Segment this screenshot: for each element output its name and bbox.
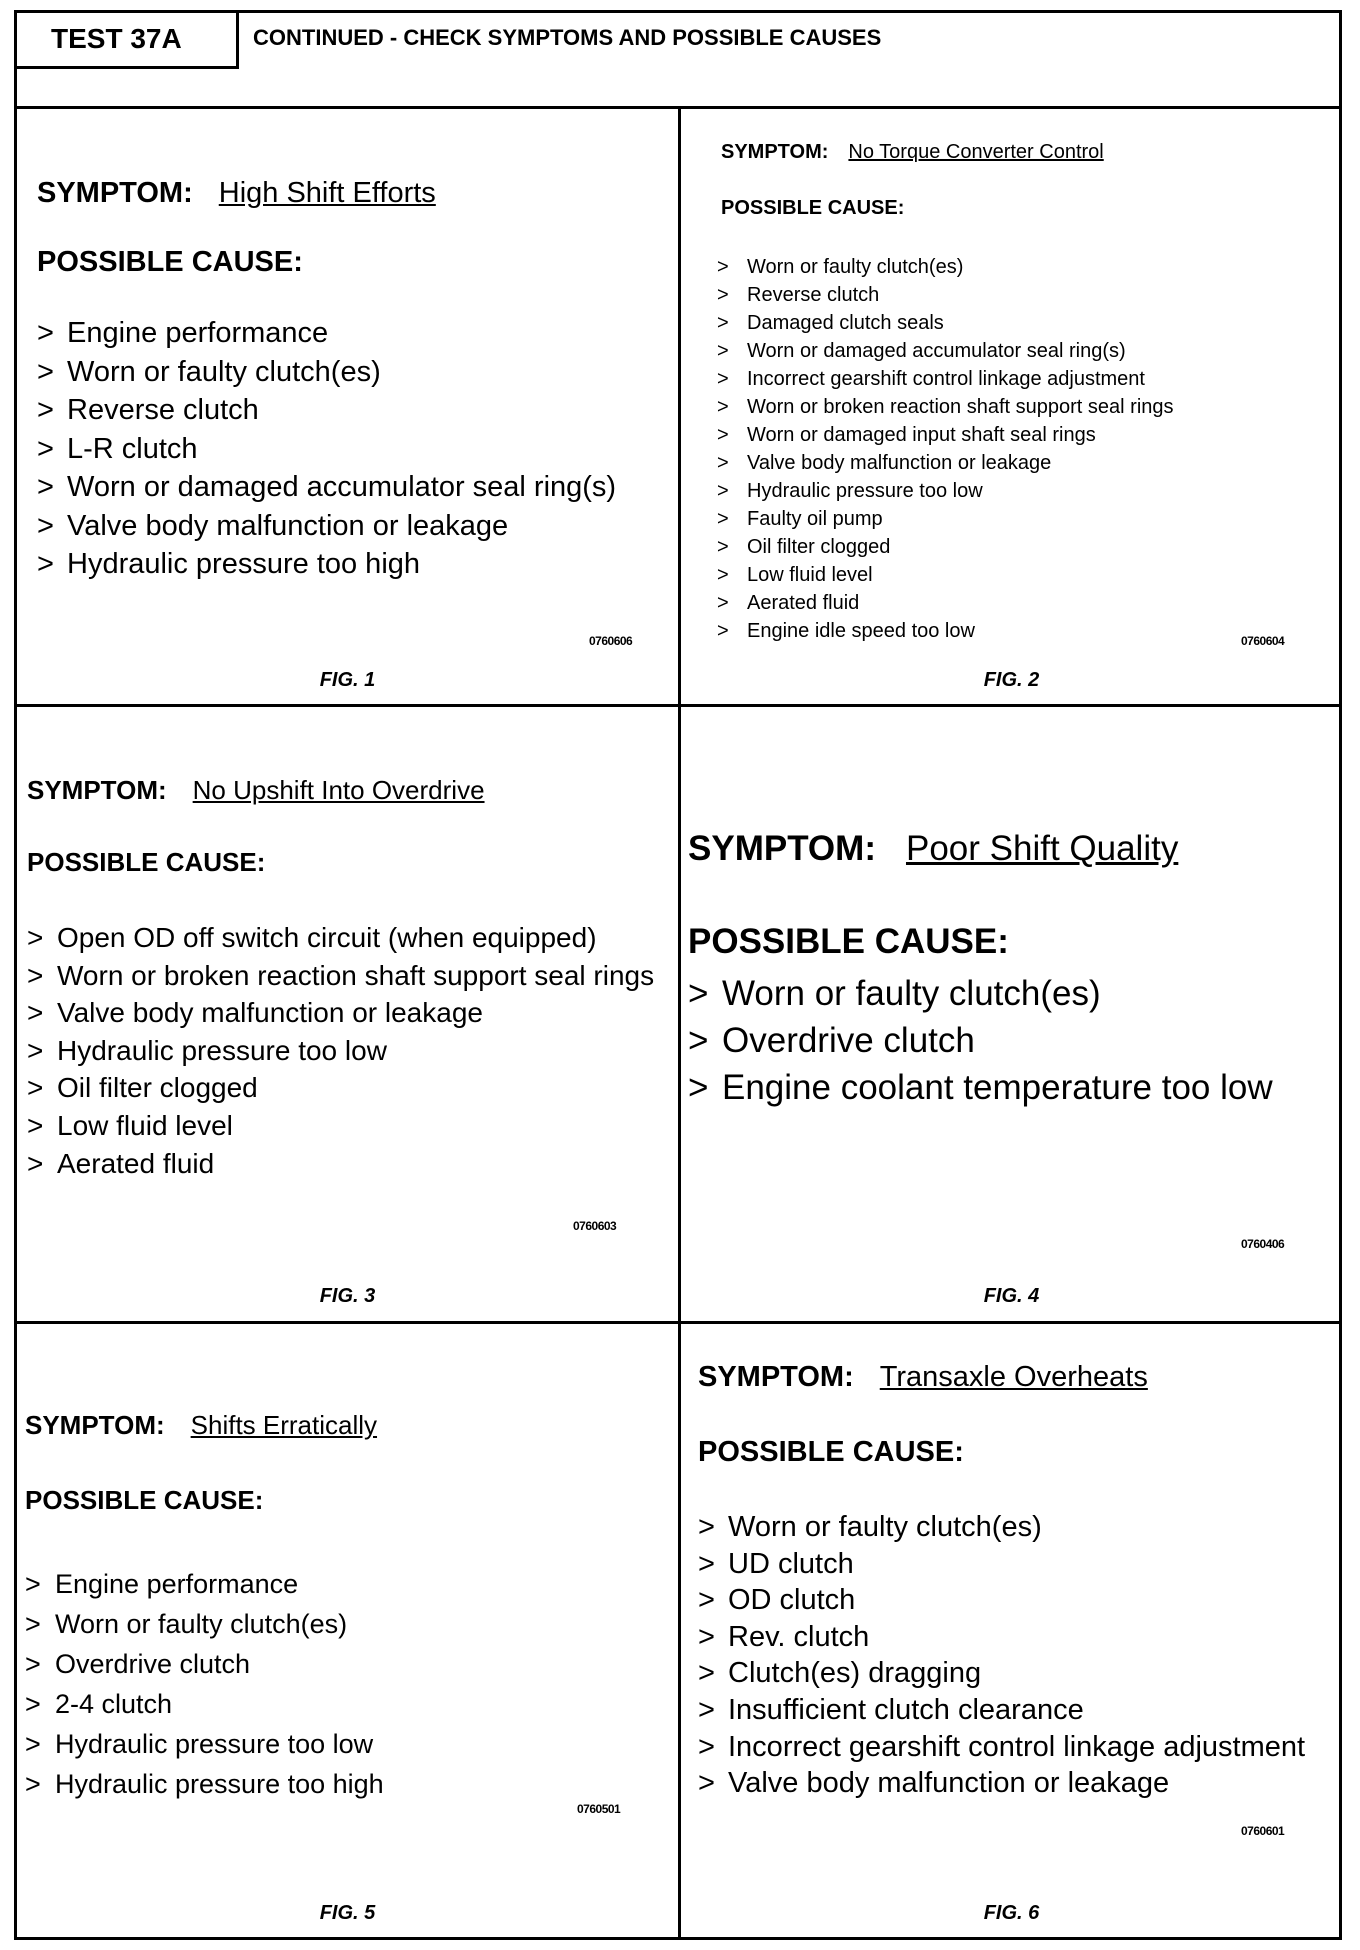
bullet-arrow-icon: > [717,424,729,446]
cause-text: Worn or faulty clutch(es) [728,1511,1042,1543]
bullet-arrow-icon: > [717,480,729,502]
cause-text: Damaged clutch seals [747,312,944,334]
bullet-arrow-icon: > [25,1569,41,1599]
bullet-arrow-icon: > [698,1657,715,1690]
bullet-arrow-icon: > [717,536,729,558]
cause-item [27,994,667,1032]
cause-item [37,314,616,353]
cause-item [717,365,1317,393]
cause-item [698,1546,1338,1583]
cause-item [717,281,1317,309]
cause-text: Faulty oil pump [747,508,883,530]
cause-text: Worn or broken reaction shaft support seal rings [747,396,1174,418]
possible-cause-heading: POSSIBLE CAUSE: [25,1485,264,1515]
possible-cause-heading: POSSIBLE CAUSE: [27,847,266,877]
cause-item [717,589,1317,617]
cause-text: Worn or damaged accumulator seal ring(s) [67,471,617,503]
bullet-arrow-icon: > [37,355,54,388]
symptom-value: High Shift Efforts [218,177,436,209]
symptom-value: Shifts Erratically [190,1410,378,1440]
panel-fig-2 [681,109,1342,707]
bullet-arrow-icon: > [27,997,44,1029]
cause-text: OD clutch [728,1584,856,1617]
symptom-line [27,775,485,806]
bullet-arrow-icon: > [37,509,54,542]
possible-cause-heading: POSSIBLE CAUSE: [721,197,905,219]
symptom-label: SYMPTOM: [25,1410,165,1440]
bullet-arrow-icon: > [25,1689,41,1719]
symptom-value: No Torque Converter Control [848,141,1104,163]
bullet-arrow-icon: > [717,620,729,642]
cause-item [717,477,1317,505]
cause-text: Hydraulic pressure too low [57,1034,387,1066]
cause-item [717,617,1317,645]
cause-text: Hydraulic pressure too high [55,1769,384,1799]
cause-item [717,561,1317,589]
bullet-arrow-icon: > [37,394,54,426]
cause-text: Valve body malfunction or leakage [67,509,509,542]
cause-item [698,1509,1338,1546]
bullet-arrow-icon: > [717,592,729,614]
panel-fig-6 [681,1324,1342,1940]
cause-text: L-R clutch [67,432,198,465]
figure-caption: FIG. 2 [983,669,1040,691]
cause-item [27,957,667,995]
bullet-arrow-icon: > [37,317,54,349]
cause-list [717,253,1317,645]
bullet-arrow-icon: > [25,1649,41,1679]
cause-item [25,1564,384,1604]
cause-item [688,970,1273,1017]
bullet-arrow-icon: > [27,922,44,953]
cause-text: Valve body malfunction or leakage [728,1767,1170,1800]
bullet-arrow-icon: > [27,1034,44,1066]
cause-text: Overdrive clutch [722,1021,975,1060]
cause-text: Low fluid level [747,564,873,586]
cause-item [698,1729,1338,1766]
cause-item [717,505,1317,533]
cause-item [717,309,1317,337]
bullet-arrow-icon: > [698,1730,715,1763]
bullet-arrow-icon: > [25,1609,41,1639]
possible-cause-heading: POSSIBLE CAUSE: [37,246,303,278]
cause-text: Worn or broken reaction shaft support seal rings [57,959,655,991]
bullet-arrow-icon: > [698,1767,715,1800]
bullet-arrow-icon: > [27,959,44,991]
bullet-arrow-icon: > [27,1147,44,1179]
cause-list [688,970,1273,1111]
cause-item [27,1069,667,1107]
document-sheet [14,10,1342,1940]
bullet-arrow-icon: > [717,312,729,334]
possible-cause-heading: POSSIBLE CAUSE: [688,922,1009,961]
cause-item [717,533,1317,561]
panel-fig-3 [17,707,681,1324]
cause-list [27,919,667,1182]
cause-text: Worn or faulty clutch(es) [722,974,1101,1013]
bullet-arrow-icon: > [688,1068,709,1107]
cause-text: Aerated fluid [57,1147,215,1179]
cause-text: Reverse clutch [67,394,259,426]
cause-text: Incorrect gearshift control linkage adjustment [728,1730,1306,1763]
cause-item [688,1017,1273,1064]
cause-text: Engine coolant temperature too low [722,1068,1273,1107]
cause-item [717,421,1317,449]
cause-item [698,1619,1338,1656]
figure-caption: FIG. 4 [983,1285,1040,1307]
cause-item [25,1644,384,1684]
bullet-arrow-icon: > [25,1729,41,1759]
cause-text: Overdrive clutch [55,1649,251,1679]
figure-code: 0760406 [1241,1237,1285,1251]
symptom-line [37,177,436,210]
symptom-line [698,1361,1148,1394]
bullet-arrow-icon: > [27,1109,44,1141]
cause-item [25,1724,384,1764]
bullet-arrow-icon: > [698,1693,715,1726]
cause-text: Engine idle speed too low [747,620,975,642]
cause-list [37,314,616,584]
symptom-line [25,1410,377,1441]
cause-text: Worn or faulty clutch(es) [55,1609,348,1639]
symptom-value: No Upshift Into Overdrive [192,775,485,805]
test-label: TEST 37A [17,13,239,69]
cause-item [27,919,667,957]
bullet-arrow-icon: > [37,471,54,503]
cause-item [37,545,616,584]
bullet-arrow-icon: > [717,368,729,390]
cause-text: Worn or damaged input shaft seal rings [747,424,1096,446]
symptom-label: SYMPTOM: [37,177,193,209]
cause-list [698,1509,1338,1802]
header-title: CONTINUED - CHECK SYMPTOMS AND POSSIBLE CAUSES [253,25,882,50]
symptom-line [721,141,1104,164]
cause-text: Rev. clutch [728,1620,870,1653]
cause-text: Insufficient clutch clearance [728,1693,1084,1726]
bullet-arrow-icon: > [717,452,729,474]
cause-text: Engine performance [55,1569,299,1599]
figure-code: 0760603 [573,1219,617,1233]
cause-item [27,1032,667,1070]
symptom-value: Poor Shift Quality [905,829,1179,868]
bullet-arrow-icon: > [717,256,729,278]
cause-item [37,391,616,430]
cause-item [698,1655,1338,1692]
header [17,13,1339,109]
cause-item [698,1765,1338,1802]
figure-caption: FIG. 6 [983,1902,1040,1924]
cause-text: Low fluid level [57,1109,233,1141]
bullet-arrow-icon: > [717,284,729,306]
symptom-line [688,829,1178,869]
cause-item [717,449,1317,477]
cause-item [37,507,616,546]
cause-text: Worn or faulty clutch(es) [747,256,964,278]
figure-code: 0760606 [589,634,633,648]
cause-item [27,1107,667,1145]
cause-item [25,1604,384,1644]
bullet-arrow-icon: > [698,1547,715,1580]
cause-item [37,353,616,392]
cause-item [717,337,1317,365]
bullet-arrow-icon: > [698,1584,715,1617]
panel-fig-4 [681,707,1342,1324]
cause-item [37,468,616,507]
bullet-arrow-icon: > [25,1769,41,1799]
cause-text: Oil filter clogged [747,536,891,558]
bullet-arrow-icon: > [37,432,54,465]
cause-text: 2-4 clutch [55,1689,173,1719]
bullet-arrow-icon: > [717,396,729,418]
cause-list [25,1564,384,1804]
cause-text: Hydraulic pressure too high [67,548,421,580]
bullet-arrow-icon: > [688,1021,709,1060]
bullet-arrow-icon: > [698,1511,715,1543]
symptom-label: SYMPTOM: [698,1361,854,1393]
symptom-label: SYMPTOM: [721,141,829,163]
cause-item [698,1582,1338,1619]
bullet-arrow-icon: > [698,1620,715,1653]
symptom-value: Transaxle Overheats [879,1361,1148,1393]
cause-item [717,393,1317,421]
bullet-arrow-icon: > [717,340,729,362]
cause-item [717,253,1317,281]
panel-fig-1 [17,109,681,707]
figure-code: 0760601 [1241,1824,1285,1838]
cause-text: Worn or faulty clutch(es) [67,355,381,388]
cause-text: Valve body malfunction or leakage [57,997,483,1029]
cause-text: Reverse clutch [747,284,880,306]
cause-text: Aerated fluid [747,592,860,614]
figure-caption: FIG. 5 [319,1902,376,1924]
bullet-arrow-icon: > [27,1072,44,1104]
cause-item [25,1684,384,1724]
cause-text: Open OD off switch circuit (when equipped) [57,922,597,953]
figure-code: 0760604 [1241,634,1285,648]
panel-fig-5 [17,1324,681,1940]
symptom-label: SYMPTOM: [27,775,167,805]
cause-item [27,1145,667,1183]
figure-caption: FIG. 3 [319,1285,376,1307]
possible-cause-heading: POSSIBLE CAUSE: [698,1436,964,1468]
cause-item [698,1692,1338,1729]
symptom-label: SYMPTOM: [688,829,876,868]
cause-item [37,430,616,469]
cause-text: Valve body malfunction or leakage [747,452,1052,474]
bullet-arrow-icon: > [688,974,709,1013]
cause-item [688,1064,1273,1111]
cause-text: Hydraulic pressure too low [55,1729,374,1759]
bullet-arrow-icon: > [717,564,729,586]
cause-text: Engine performance [67,317,329,349]
cause-text: Oil filter clogged [57,1072,258,1104]
cause-item [25,1764,384,1804]
figure-code: 0760501 [577,1802,621,1816]
cause-text: Incorrect gearshift control linkage adjustment [747,368,1145,390]
figure-caption: FIG. 1 [319,669,376,691]
bullet-arrow-icon: > [717,508,729,530]
cause-text: UD clutch [728,1547,854,1580]
figure-grid [17,109,1339,1940]
bullet-arrow-icon: > [37,548,54,580]
cause-text: Hydraulic pressure too low [747,480,983,502]
cause-text: Worn or damaged accumulator seal ring(s) [747,340,1126,362]
cause-text: Clutch(es) dragging [728,1657,982,1690]
